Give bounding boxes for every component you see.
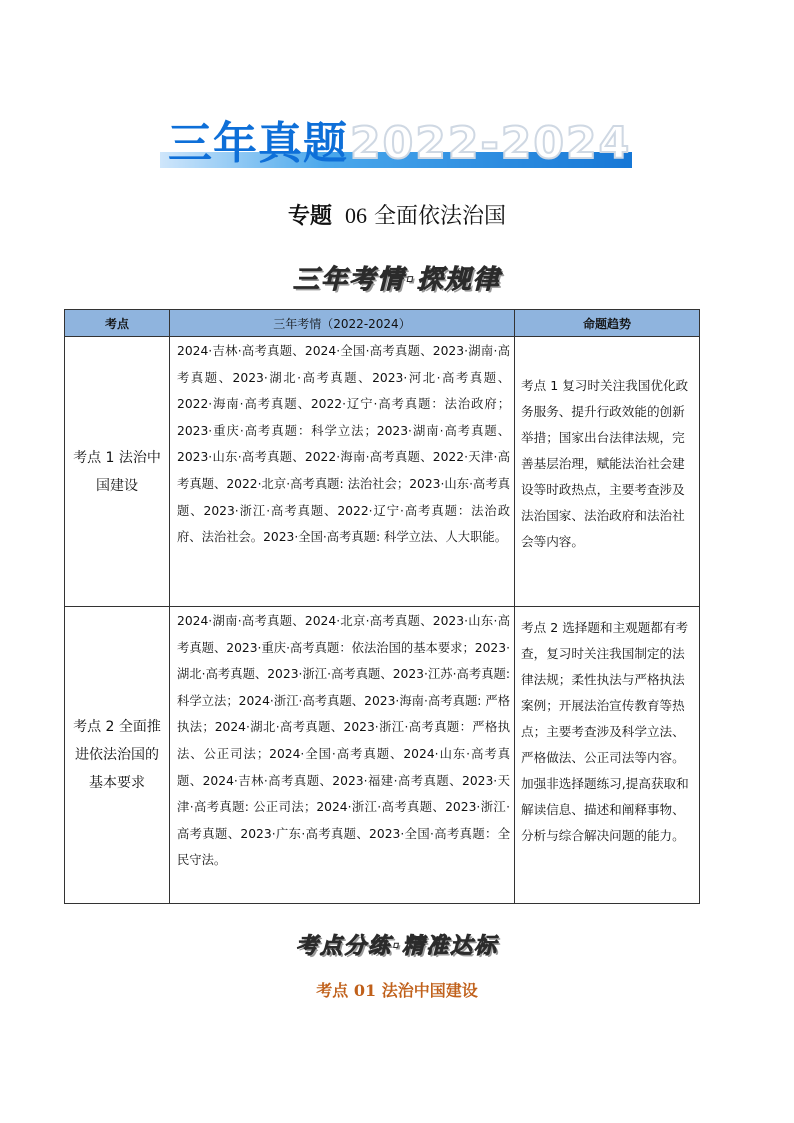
section-heading-practice: 考点分练·精准达标: [295, 934, 499, 959]
table-row: [65, 337, 700, 607]
kaodian-cell: 考点 2 全面推进依法治国的基本要求: [65, 607, 170, 904]
table-row: [65, 607, 700, 904]
subject-name: 全面依法治国: [374, 204, 507, 229]
banner-title-year: 2022-2024: [350, 118, 632, 169]
exam-analysis-table: [64, 309, 700, 904]
kaoqing-cell: 2024·吉林·高考真题、2024·全国·高考真题、2023·湖南·高考真题、2023·湖北·高考真题、2023·河北·高考真题、2022·海南·高考真题、2022·辽宁·高考真题：法治政府；2023·重庆·高考真题：科学立法；2023·湖南·高考真题、2023·山东·高考真题、2022·海南·高考真题、2022·天津·高考真题、2022·北京·高考真题: 法治社会；2023·山东·高考真题、2023·浙江·高考真题、2022·辽宁·高考真题：法治政府、法治社会。2023·全国·高考真题: 科学立法、人大职能。: [170, 337, 515, 607]
table-header-kaodian: 考点: [65, 310, 170, 337]
kaodian-01-title: 考点 01 法治中国建设: [316, 981, 478, 1000]
subject-number: 06: [345, 203, 367, 228]
banner-title-cn: 三年真题: [168, 118, 348, 169]
trend-cell: 考点 1 复习时关注我国优化政务服务、提升行政效能的创新举措；国家出台法律法规，完善基层治理，赋能法治社会建设等时政热点，主要考查涉及法治国家、法治政府和法治社会等内容。: [515, 337, 700, 607]
trend-cell: 考点 2 选择题和主观题都有考查，复习时关注我国制定的法律法规；柔性执法与严格执法案例；开展法治宣传教育等热点；主要考查涉及科学立法、严格做法、公正司法等内容。加强非选择题练习,提高获取和解读信息、描述和阐释事物、分析与综合解决问题的能力。: [515, 607, 700, 904]
section-heading-kaoqing: 三年考情·探规律: [293, 265, 501, 295]
kaodian-cell: 考点 1 法治中国建设: [65, 337, 170, 607]
subject-title: [0, 196, 794, 237]
table-header-trend: 命题趋势: [515, 310, 700, 337]
table-header-kaoqing: 三年考情（2022-2024）: [170, 310, 515, 337]
kaoqing-cell: 2024·湖南·高考真题、2024·北京·高考真题、2023·山东·高考真题、2023·重庆·高考真题：依法治国的基本要求；2023·湖北·高考真题、2023·浙江·高考真题、2023·江苏·高考真题: 科学立法；2024·浙江·高考真题、2023·海南·高考真题: 严格执法；2024·湖北·高考真题、2023·浙江·高考真题：严格执法、公正司法；2024·全国·高考真题、2024·山东·高考真题、2024·吉林·高考真题、2023·福建·高考真题、2023·天津·高考真题: 公正司法；2024·浙江·高考真题、2023·浙江·高考真题、2023·广东·高考真题、2023·全国·高考真题：全民守法。: [170, 607, 515, 904]
subject-prefix: 专题: [287, 203, 332, 229]
table-header-row: [65, 310, 700, 337]
